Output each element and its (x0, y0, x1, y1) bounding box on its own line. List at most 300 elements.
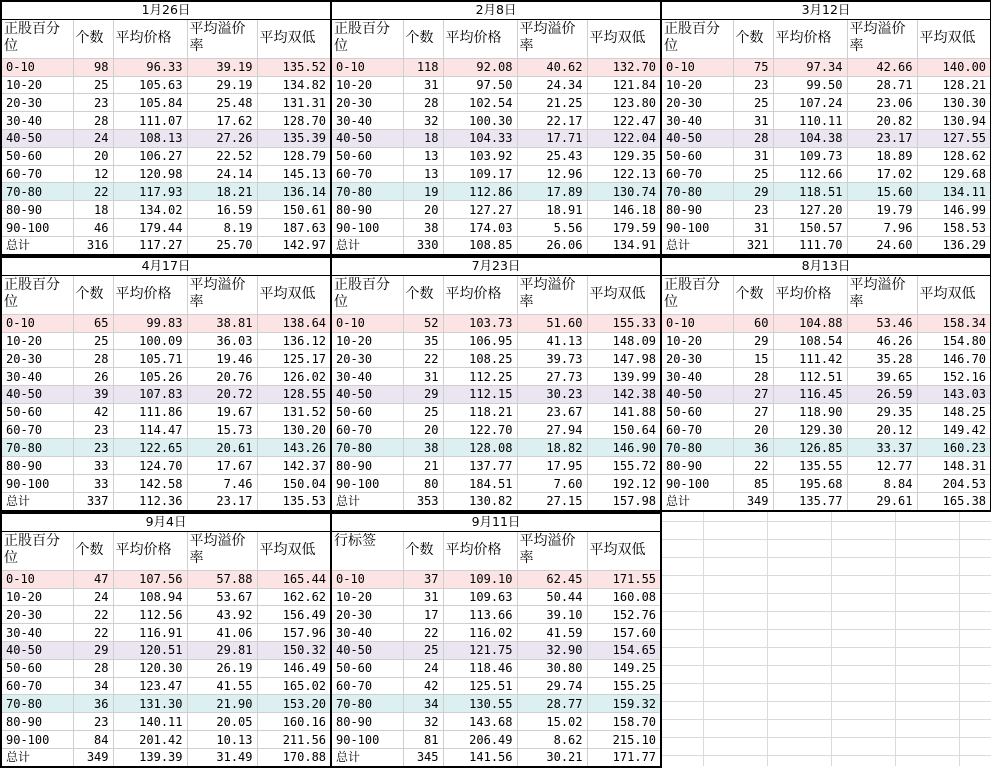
header-percentile: 正股百分位 (1, 531, 73, 570)
cell-value: 107.56 (113, 570, 187, 588)
cell-value: 23 (733, 76, 773, 94)
cell-value: 103.73 (443, 314, 517, 332)
cell-value: 15.02 (517, 713, 587, 731)
cell-value: 5.56 (517, 219, 587, 237)
cell-value: 50.44 (517, 588, 587, 606)
total-value: 142.97 (257, 236, 331, 255)
cell-value: 28 (733, 368, 773, 386)
cell-value: 143.03 (917, 386, 991, 404)
row-label: 90-100 (331, 475, 403, 493)
cell-value: 146.70 (917, 350, 991, 368)
total-label: 总计 (661, 492, 733, 511)
cell-value: 112.25 (443, 368, 517, 386)
table-row (331, 147, 661, 165)
cell-value: 128.55 (257, 386, 331, 404)
cell-value: 98 (73, 58, 113, 76)
row-label: 10-20 (331, 588, 403, 606)
cell-value: 20 (403, 201, 443, 219)
cell-value: 27 (733, 386, 773, 404)
row-label: 70-80 (1, 695, 73, 713)
cell-value: 31 (733, 219, 773, 237)
row-label: 80-90 (661, 201, 733, 219)
table-date-title: 4月17日 (1, 257, 331, 275)
row-label: 30-40 (1, 112, 73, 130)
total-label: 总计 (1, 748, 73, 767)
cell-value: 128.21 (917, 76, 991, 94)
header-row (661, 19, 991, 58)
cell-value: 155.72 (587, 457, 661, 475)
table-date-title: 9月4日 (1, 513, 331, 531)
table-row (1, 570, 331, 588)
table-date-title: 9月11日 (331, 513, 661, 531)
header-row (1, 531, 331, 570)
total-value: 337 (73, 492, 113, 511)
cell-value: 112.51 (773, 368, 847, 386)
cell-value: 148.25 (917, 403, 991, 421)
cell-value: 30.23 (517, 386, 587, 404)
cell-value: 36 (73, 695, 113, 713)
cell-value: 24 (403, 659, 443, 677)
cell-value: 152.16 (917, 368, 991, 386)
total-value: 112.36 (113, 492, 187, 511)
header-percentile: 正股百分位 (1, 275, 73, 314)
cell-value: 215.10 (587, 731, 661, 749)
header-row (1, 275, 331, 314)
table-row (661, 219, 991, 237)
row-label: 50-60 (331, 147, 403, 165)
cell-value: 150.57 (773, 219, 847, 237)
cell-value: 23.67 (517, 403, 587, 421)
cell-value: 27 (733, 403, 773, 421)
header-avg-premium: 平均溢价率 (187, 531, 257, 570)
row-label: 60-70 (331, 677, 403, 695)
cell-value: 211.56 (257, 731, 331, 749)
header-avg-price: 平均价格 (773, 275, 847, 314)
row-label: 40-50 (1, 130, 73, 148)
total-value: 29.61 (847, 492, 917, 511)
total-row (331, 748, 661, 767)
cell-value: 131.52 (257, 403, 331, 421)
cell-value: 201.42 (113, 731, 187, 749)
cell-value: 157.60 (587, 624, 661, 642)
row-label: 60-70 (1, 421, 73, 439)
header-count: 个数 (403, 275, 443, 314)
table-row (661, 112, 991, 130)
cell-value: 108.54 (773, 332, 847, 350)
cell-value: 135.39 (257, 130, 331, 148)
cell-value: 150.04 (257, 475, 331, 493)
cell-value: 17.62 (187, 112, 257, 130)
cell-value: 122.47 (587, 112, 661, 130)
table-row (661, 332, 991, 350)
row-label: 40-50 (661, 386, 733, 404)
cell-value: 20 (733, 421, 773, 439)
cell-value: 8.62 (517, 731, 587, 749)
cell-value: 143.68 (443, 713, 517, 731)
cell-value: 80 (403, 475, 443, 493)
cell-value: 15.73 (187, 421, 257, 439)
cell-value: 28 (73, 112, 113, 130)
cell-value: 116.02 (443, 624, 517, 642)
total-value: 108.85 (443, 236, 517, 255)
row-label: 20-30 (331, 350, 403, 368)
row-label: 10-20 (661, 332, 733, 350)
table-row (331, 386, 661, 404)
pivot-table (330, 512, 662, 768)
total-value: 26.06 (517, 236, 587, 255)
cell-value: 131.30 (113, 695, 187, 713)
total-row (661, 492, 991, 511)
total-value: 31.49 (187, 748, 257, 767)
cell-value: 19 (403, 183, 443, 201)
table-row (1, 642, 331, 660)
cell-value: 149.25 (587, 659, 661, 677)
cell-value: 155.25 (587, 677, 661, 695)
total-value: 349 (733, 492, 773, 511)
cell-value: 123.80 (587, 94, 661, 112)
cell-value: 29.74 (517, 677, 587, 695)
cell-value: 162.62 (257, 588, 331, 606)
cell-value: 140.00 (917, 58, 991, 76)
cell-value: 25 (73, 332, 113, 350)
table-row (1, 695, 331, 713)
table-row (661, 183, 991, 201)
cell-value: 137.77 (443, 457, 517, 475)
table-row (331, 112, 661, 130)
pivot-table (0, 512, 332, 768)
cell-value: 128.79 (257, 147, 331, 165)
table-row (331, 201, 661, 219)
cell-value: 8.19 (187, 219, 257, 237)
table-row (661, 314, 991, 332)
cell-value: 109.63 (443, 588, 517, 606)
cell-value: 158.34 (917, 314, 991, 332)
cell-value: 33 (73, 475, 113, 493)
cell-value: 155.33 (587, 314, 661, 332)
cell-value: 38.81 (187, 314, 257, 332)
cell-value: 108.25 (443, 350, 517, 368)
cell-value: 142.38 (587, 386, 661, 404)
row-label: 40-50 (661, 130, 733, 148)
cell-value: 141.88 (587, 403, 661, 421)
row-label: 50-60 (331, 659, 403, 677)
cell-value: 35 (403, 332, 443, 350)
cell-value: 7.60 (517, 475, 587, 493)
table-row (661, 350, 991, 368)
total-value: 27.15 (517, 492, 587, 511)
header-row (331, 531, 661, 570)
cell-value: 129.35 (587, 147, 661, 165)
header-percentile: 行标签 (331, 531, 403, 570)
total-value: 165.38 (917, 492, 991, 511)
table-row (661, 76, 991, 94)
total-value: 135.53 (257, 492, 331, 511)
total-row (661, 236, 991, 255)
cell-value: 184.51 (443, 475, 517, 493)
table-row (1, 147, 331, 165)
header-avg-price: 平均价格 (443, 531, 517, 570)
table-row (331, 606, 661, 624)
cell-value: 28.77 (517, 695, 587, 713)
cell-value: 18.82 (517, 439, 587, 457)
row-label: 60-70 (1, 165, 73, 183)
cell-value: 148.09 (587, 332, 661, 350)
total-value: 349 (73, 748, 113, 767)
row-label: 50-60 (661, 147, 733, 165)
cell-value: 22 (73, 624, 113, 642)
cell-value: 16.59 (187, 201, 257, 219)
table-row (661, 165, 991, 183)
table-row (1, 475, 331, 493)
cell-value: 21 (403, 457, 443, 475)
cell-value: 105.71 (113, 350, 187, 368)
row-label: 70-80 (331, 695, 403, 713)
cell-value: 126.85 (773, 439, 847, 457)
header-avg-price: 平均价格 (113, 19, 187, 58)
cell-value: 15.60 (847, 183, 917, 201)
cell-value: 100.09 (113, 332, 187, 350)
total-value: 25.70 (187, 236, 257, 255)
table-date-title: 1月26日 (1, 1, 331, 19)
cell-value: 112.66 (773, 165, 847, 183)
header-avg-price: 平均价格 (773, 19, 847, 58)
table-row (1, 165, 331, 183)
table-row (1, 332, 331, 350)
cell-value: 13 (403, 165, 443, 183)
cell-value: 97.34 (773, 58, 847, 76)
header-avg-premium: 平均溢价率 (517, 19, 587, 58)
table-row (1, 183, 331, 201)
cell-value: 105.84 (113, 94, 187, 112)
cell-value: 32.90 (517, 642, 587, 660)
cell-value: 41.59 (517, 624, 587, 642)
cell-value: 123.47 (113, 677, 187, 695)
table-row (1, 76, 331, 94)
cell-value: 111.07 (113, 112, 187, 130)
cell-value: 149.42 (917, 421, 991, 439)
cell-value: 17.95 (517, 457, 587, 475)
cell-value: 22.17 (517, 112, 587, 130)
cell-value: 125.17 (257, 350, 331, 368)
table-row (331, 642, 661, 660)
total-value: 321 (733, 236, 773, 255)
row-label: 30-40 (661, 112, 733, 130)
cell-value: 118.21 (443, 403, 517, 421)
table-row (331, 731, 661, 749)
table-row (331, 332, 661, 350)
row-label: 10-20 (661, 76, 733, 94)
cell-value: 26.59 (847, 386, 917, 404)
cell-value: 23 (73, 713, 113, 731)
cell-value: 146.18 (587, 201, 661, 219)
cell-value: 22.52 (187, 147, 257, 165)
table-row (331, 350, 661, 368)
row-label: 0-10 (661, 58, 733, 76)
cell-value: 102.54 (443, 94, 517, 112)
cell-value: 38 (403, 439, 443, 457)
header-avg-premium: 平均溢价率 (847, 275, 917, 314)
cell-value: 25 (403, 403, 443, 421)
table-row (1, 201, 331, 219)
cell-value: 20.61 (187, 439, 257, 457)
table-row (331, 58, 661, 76)
cell-value: 150.61 (257, 201, 331, 219)
header-row (331, 275, 661, 314)
cell-value: 195.68 (773, 475, 847, 493)
total-value: 130.82 (443, 492, 517, 511)
table-row (331, 421, 661, 439)
cell-value: 18 (403, 130, 443, 148)
cell-value: 20 (73, 147, 113, 165)
cell-value: 192.12 (587, 475, 661, 493)
cell-value: 99.50 (773, 76, 847, 94)
cell-value: 153.20 (257, 695, 331, 713)
cell-value: 84 (73, 731, 113, 749)
table-row (331, 219, 661, 237)
pivot-table (330, 0, 662, 256)
row-label: 0-10 (331, 570, 403, 588)
cell-value: 105.63 (113, 76, 187, 94)
cell-value: 19.79 (847, 201, 917, 219)
cell-value: 34 (403, 695, 443, 713)
cell-value: 29 (733, 183, 773, 201)
cell-value: 159.32 (587, 695, 661, 713)
table-row (1, 713, 331, 731)
cell-value: 32 (403, 112, 443, 130)
cell-value: 20 (403, 421, 443, 439)
total-value: 353 (403, 492, 443, 511)
cell-value: 108.13 (113, 130, 187, 148)
total-row (1, 236, 331, 255)
row-label: 60-70 (1, 677, 73, 695)
table-row (331, 368, 661, 386)
cell-value: 118.51 (773, 183, 847, 201)
cell-value: 107.83 (113, 386, 187, 404)
cell-value: 118.90 (773, 403, 847, 421)
table-row (331, 570, 661, 588)
cell-value: 92.08 (443, 58, 517, 76)
cell-value: 134.02 (113, 201, 187, 219)
cell-value: 142.58 (113, 475, 187, 493)
cell-value: 32 (403, 713, 443, 731)
cell-value: 121.84 (587, 76, 661, 94)
table-row (661, 475, 991, 493)
cell-value: 114.47 (113, 421, 187, 439)
cell-value: 120.30 (113, 659, 187, 677)
cell-value: 28.71 (847, 76, 917, 94)
total-label: 总计 (331, 748, 403, 767)
cell-value: 120.98 (113, 165, 187, 183)
table-row (661, 147, 991, 165)
cell-value: 18 (73, 201, 113, 219)
cell-value: 53.46 (847, 314, 917, 332)
row-label: 80-90 (331, 457, 403, 475)
table-row (1, 314, 331, 332)
row-label: 70-80 (1, 439, 73, 457)
row-label: 90-100 (1, 219, 73, 237)
total-value: 111.70 (773, 236, 847, 255)
cell-value: 21.25 (517, 94, 587, 112)
cell-value: 42.66 (847, 58, 917, 76)
cell-value: 12 (73, 165, 113, 183)
cell-value: 57.88 (187, 570, 257, 588)
cell-value: 24 (73, 588, 113, 606)
row-label: 0-10 (661, 314, 733, 332)
table-row (331, 677, 661, 695)
cell-value: 156.49 (257, 606, 331, 624)
header-percentile: 正股百分位 (331, 19, 403, 58)
row-label: 80-90 (1, 457, 73, 475)
cell-value: 23.06 (847, 94, 917, 112)
table-row (331, 439, 661, 457)
total-label: 总计 (661, 236, 733, 255)
header-avg-double-low: 平均双低 (257, 19, 331, 58)
cell-value: 130.20 (257, 421, 331, 439)
row-label: 10-20 (1, 76, 73, 94)
cell-value: 152.76 (587, 606, 661, 624)
cell-value: 41.13 (517, 332, 587, 350)
table-row (661, 94, 991, 112)
row-label: 70-80 (661, 439, 733, 457)
cell-value: 112.86 (443, 183, 517, 201)
cell-value: 142.37 (257, 457, 331, 475)
cell-value: 122.65 (113, 439, 187, 457)
cell-value: 17.71 (517, 130, 587, 148)
table-row (1, 403, 331, 421)
cell-value: 136.12 (257, 332, 331, 350)
total-value: 345 (403, 748, 443, 767)
row-label: 0-10 (331, 58, 403, 76)
cell-value: 99.83 (113, 314, 187, 332)
cell-value: 104.33 (443, 130, 517, 148)
table-row (661, 368, 991, 386)
cell-value: 40.62 (517, 58, 587, 76)
cell-value: 116.45 (773, 386, 847, 404)
cell-value: 22 (403, 350, 443, 368)
row-label: 30-40 (331, 112, 403, 130)
cell-value: 30.80 (517, 659, 587, 677)
table-row (1, 421, 331, 439)
row-label: 40-50 (1, 386, 73, 404)
cell-value: 127.27 (443, 201, 517, 219)
header-count: 个数 (403, 19, 443, 58)
row-label: 90-100 (661, 219, 733, 237)
cell-value: 171.55 (587, 570, 661, 588)
cell-value: 52 (403, 314, 443, 332)
row-label: 30-40 (331, 368, 403, 386)
cell-value: 130.74 (587, 183, 661, 201)
cell-value: 124.70 (113, 457, 187, 475)
row-label: 0-10 (1, 570, 73, 588)
row-label: 20-30 (331, 606, 403, 624)
total-value: 141.56 (443, 748, 517, 767)
cell-value: 135.55 (773, 457, 847, 475)
header-avg-double-low: 平均双低 (587, 531, 661, 570)
table-row (331, 403, 661, 421)
cell-value: 24 (73, 130, 113, 148)
table-date-title: 8月13日 (661, 257, 991, 275)
cell-value: 110.11 (773, 112, 847, 130)
table-row (661, 130, 991, 148)
table-row (331, 457, 661, 475)
cell-value: 31 (733, 112, 773, 130)
table-row (1, 677, 331, 695)
total-label: 总计 (1, 236, 73, 255)
row-label: 80-90 (331, 201, 403, 219)
cell-value: 109.73 (773, 147, 847, 165)
table-row (1, 386, 331, 404)
header-avg-price: 平均价格 (113, 531, 187, 570)
